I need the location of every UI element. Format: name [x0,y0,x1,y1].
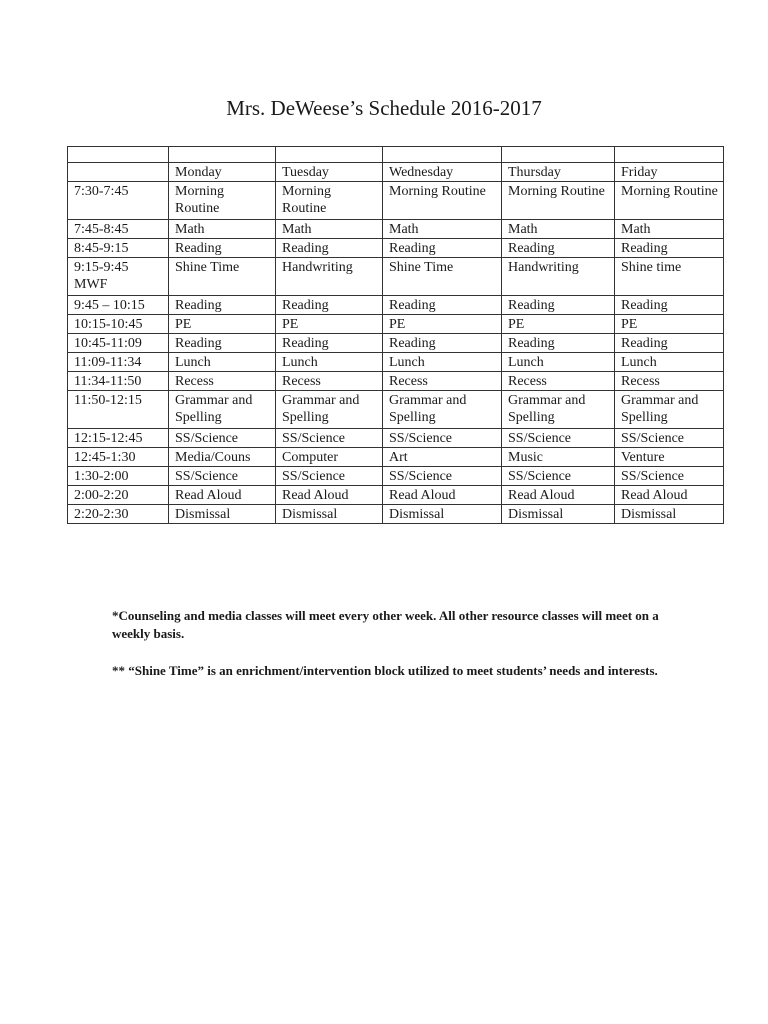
header-cell [68,163,169,182]
activity-cell: Grammar and Spelling [502,391,615,429]
activity-cell: Dismissal [383,505,502,524]
activity-cell: SS/Science [383,429,502,448]
activity-cell: Reading [169,334,276,353]
activity-cell: Lunch [276,353,383,372]
activity-cell: Grammar and Spelling [615,391,724,429]
time-cell: 12:45-1:30 [68,448,169,467]
activity-cell: Shine Time [169,258,276,296]
table-row [68,315,724,334]
activity-cell: Read Aloud [169,486,276,505]
activity-cell: Reading [169,239,276,258]
table-row [68,486,724,505]
activity-cell: Math [383,220,502,239]
activity-cell: PE [615,315,724,334]
activity-cell: Dismissal [276,505,383,524]
activity-cell: Art [383,448,502,467]
header-row [68,163,724,182]
blank-cell [615,147,724,163]
note-shine-time: ** “Shine Time” is an enrichment/intervention block utilized to meet students’ needs and interests. [112,663,658,678]
time-cell: 8:45-9:15 [68,239,169,258]
activity-cell: Computer [276,448,383,467]
time-cell: 1:30-2:00 [68,467,169,486]
activity-cell: Lunch [169,353,276,372]
activity-cell: Shine Time [383,258,502,296]
header-cell-monday: Monday [169,163,276,182]
activity-cell: SS/Science [383,467,502,486]
time-cell: 10:15-10:45 [68,315,169,334]
activity-cell: Grammar and Spelling [383,391,502,429]
activity-cell: SS/Science [169,429,276,448]
activity-cell: Grammar and Spelling [276,391,383,429]
activity-cell: Math [169,220,276,239]
activity-cell: Reading [502,239,615,258]
table-row [68,296,724,315]
activity-cell: Reading [502,334,615,353]
time-cell: 11:09-11:34 [68,353,169,372]
activity-cell: PE [502,315,615,334]
blank-row [68,147,724,163]
blank-cell [502,147,615,163]
activity-cell: Media/Couns [169,448,276,467]
table-row [68,258,724,296]
activity-cell: PE [383,315,502,334]
header-cell-tuesday: Tuesday [276,163,383,182]
activity-cell: Read Aloud [615,486,724,505]
activity-cell: SS/Science [502,467,615,486]
activity-cell: Recess [276,372,383,391]
activity-cell: Reading [502,296,615,315]
activity-cell: SS/Science [615,467,724,486]
table-row [68,505,724,524]
activity-cell: Music [502,448,615,467]
activity-cell: Math [502,220,615,239]
activity-cell: Reading [615,296,724,315]
activity-cell: Read Aloud [383,486,502,505]
table-row [68,334,724,353]
time-cell: 11:34-11:50 [68,372,169,391]
activity-cell: Lunch [383,353,502,372]
note-counseling-media: *Counseling and media classes will meet every other week. All other resource classes will meet on a weekly basis. [112,608,659,641]
table-row [68,429,724,448]
activity-cell: SS/Science [169,467,276,486]
blank-cell [276,147,383,163]
table-row [68,353,724,372]
activity-cell: Grammar and Spelling [169,391,276,429]
activity-cell: Reading [276,296,383,315]
activity-cell: Reading [169,296,276,315]
header-cell-thursday: Thursday [502,163,615,182]
time-cell: 10:45-11:09 [68,334,169,353]
table-row [68,372,724,391]
activity-cell: Venture [615,448,724,467]
notes-section [112,607,672,699]
time-cell: 9:15-9:45 MWF [68,258,169,296]
activity-cell: Reading [383,334,502,353]
time-cell: 7:30-7:45 [68,182,169,220]
blank-cell [383,147,502,163]
activity-cell: Recess [169,372,276,391]
table-row [68,448,724,467]
activity-cell: Lunch [502,353,615,372]
time-cell: 9:45 – 10:15 [68,296,169,315]
activity-cell: Dismissal [615,505,724,524]
schedule-table [67,146,724,524]
activity-cell: Math [615,220,724,239]
header-cell-wednesday: Wednesday [383,163,502,182]
activity-cell: Morning Routine [169,182,276,220]
time-cell: 2:00-2:20 [68,486,169,505]
activity-cell: Morning Routine [502,182,615,220]
activity-cell: Lunch [615,353,724,372]
activity-cell: PE [276,315,383,334]
header-cell-friday: Friday [615,163,724,182]
table-row [68,182,724,220]
activity-cell: Reading [615,334,724,353]
activity-cell: PE [169,315,276,334]
page-title: Mrs. DeWeese’s Schedule 2016-2017 [226,96,542,120]
schedule-body [68,182,724,524]
table-row [68,467,724,486]
activity-cell: SS/Science [276,467,383,486]
blank-cell [68,147,169,163]
activity-cell: Recess [615,372,724,391]
activity-cell: Read Aloud [502,486,615,505]
activity-cell: SS/Science [615,429,724,448]
table-row [68,239,724,258]
activity-cell: SS/Science [276,429,383,448]
table-row [68,220,724,239]
activity-cell: Morning Routine [276,182,383,220]
activity-cell: Reading [383,239,502,258]
activity-cell: Recess [502,372,615,391]
activity-cell: Read Aloud [276,486,383,505]
time-cell: 11:50-12:15 [68,391,169,429]
activity-cell: Math [276,220,383,239]
activity-cell: Shine time [615,258,724,296]
activity-cell: Morning Routine [615,182,724,220]
activity-cell: Recess [383,372,502,391]
activity-cell: Reading [615,239,724,258]
activity-cell: Handwriting [502,258,615,296]
activity-cell: Reading [383,296,502,315]
time-cell: 7:45-8:45 [68,220,169,239]
activity-cell: Reading [276,239,383,258]
activity-cell: Reading [276,334,383,353]
activity-cell: Dismissal [502,505,615,524]
table-row [68,391,724,429]
time-cell: 12:15-12:45 [68,429,169,448]
time-cell: 2:20-2:30 [68,505,169,524]
activity-cell: Handwriting [276,258,383,296]
blank-cell [169,147,276,163]
activity-cell: Dismissal [169,505,276,524]
activity-cell: SS/Science [502,429,615,448]
activity-cell: Morning Routine [383,182,502,220]
